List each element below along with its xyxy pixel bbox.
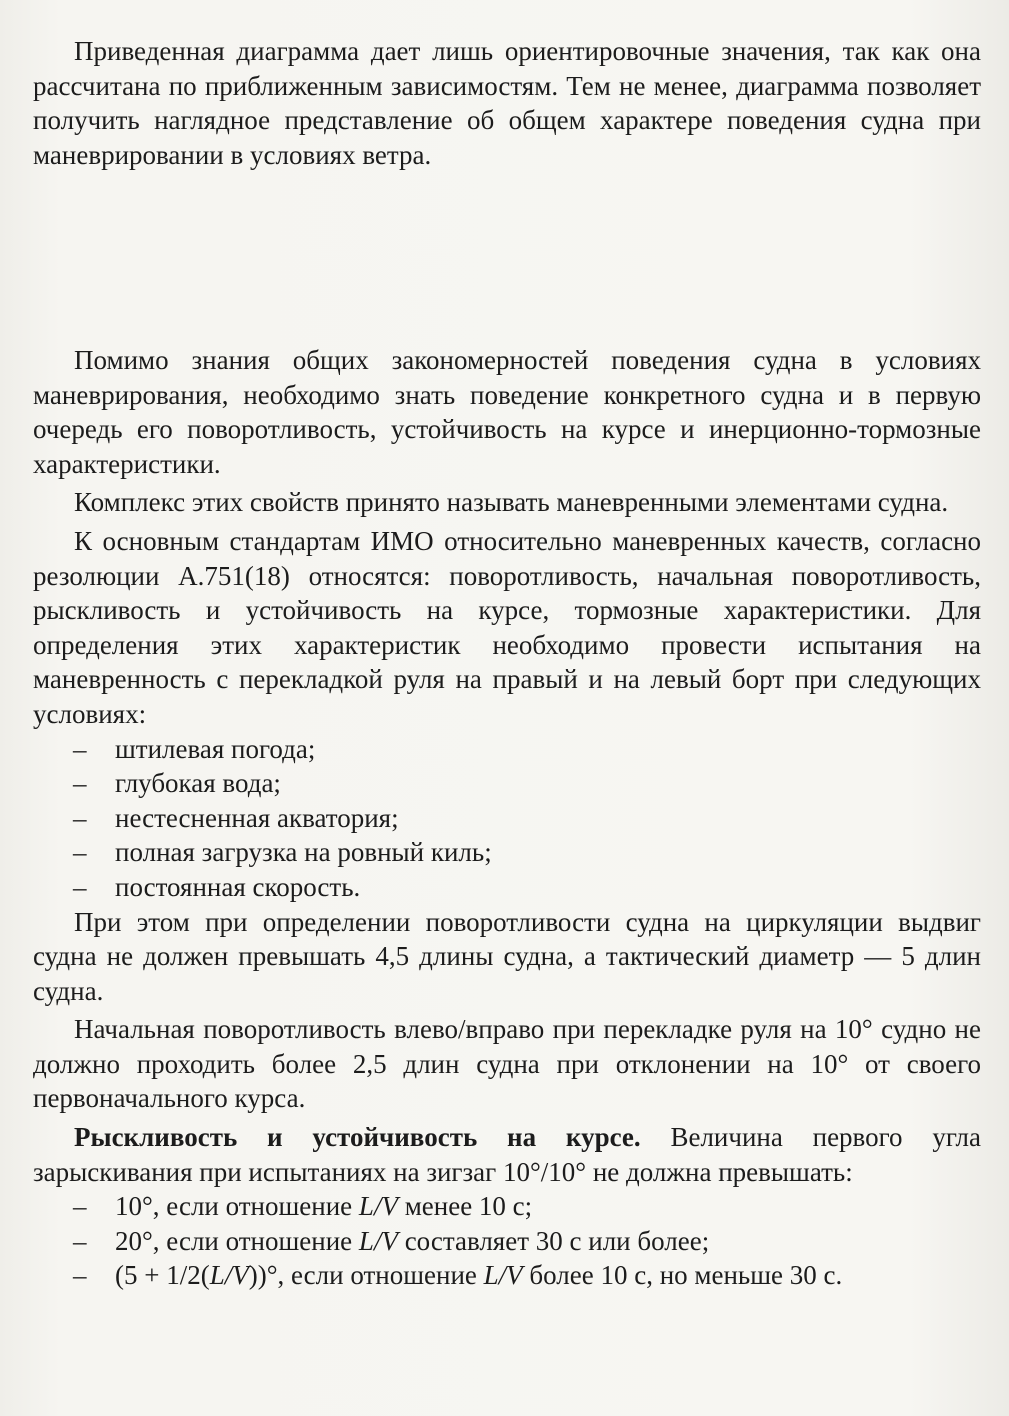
conditions-list (33, 732, 981, 905)
dash-marker: – (73, 871, 87, 902)
dash-marker: – (73, 768, 87, 799)
list-item-text: нестесненная акватория; (115, 802, 399, 833)
paragraph-yaw-stability (33, 1120, 981, 1189)
top-text-block (33, 34, 981, 172)
limits-list (33, 1189, 981, 1293)
limit-text: менее 10 с; (397, 1191, 533, 1222)
dash-marker: – (73, 802, 87, 833)
paragraph-initial-turning: Начальная поворотливость влево/вправо при перекладке руля на 10° судно не должно проходить более 2,5 длин судна при отклонении на 10° от своего первоначального курса. (33, 1014, 981, 1114)
list-item (33, 732, 981, 767)
list-item-text: глубокая вода; (115, 768, 281, 799)
paragraph-imo-standards: К основным стандартам ИМО относительно маневренных качеств, согласно резолюции А.751(18) относятся: поворотливость, начальная поворотливость, рыскливость и устойчивость на курсе, тормозные характеристики. Для определения этих характеристик необходимо провести испытания на маневренность с перекладкой руля на правый и на левый борт при следующих условиях: (33, 525, 981, 729)
limit-text: составляет 30 с или более; (397, 1225, 710, 1256)
dash-marker: – (73, 837, 87, 868)
paragraph-diagram-note: Приведенная диаграмма дает лишь ориентировочные значения, так как она рассчитана по приближенным зависимостям. Тем не менее, диаграмма позволяет получить наглядное представление об общем характере поведения судна при маневрировании в условиях ветра. (33, 36, 981, 170)
dash-marker: – (73, 1225, 87, 1256)
list-item (33, 1189, 981, 1224)
section-heading: Рыскливость и устойчивость на курсе. (74, 1122, 641, 1153)
paragraph-circulation: При этом при определении поворотливости судна на циркуляции выдвиг судна не должен превышать 4,5 длины судна, а тактический диаметр — 5 длин судна. (33, 906, 981, 1006)
limit-text: (5 + 1/2( (115, 1260, 210, 1291)
dash-marker: – (73, 1191, 87, 1222)
limit-text: ))°, если отношение (248, 1260, 484, 1291)
list-item-text: штилевая погода; (115, 733, 316, 764)
list-item (33, 870, 981, 905)
ratio-symbol: L/V (483, 1260, 523, 1291)
limit-text: 10°, если отношение (115, 1191, 359, 1222)
ratio-symbol: L/V (358, 1225, 398, 1256)
list-item (33, 835, 981, 870)
dash-marker: – (73, 1260, 87, 1291)
limit-text: 20°, если отношение (115, 1225, 359, 1256)
dash-marker: – (73, 733, 87, 764)
list-item (33, 801, 981, 836)
section-text: Величина первого угла зарыскивания при испытаниях на зигзаг 10°/10° не должна превышать: (33, 1122, 981, 1187)
list-item (33, 1224, 981, 1259)
list-item (33, 1258, 981, 1293)
list-item-text: полная загрузка на ровный киль; (115, 837, 492, 868)
ratio-symbol: L/V (209, 1260, 249, 1291)
limit-text: более 10 с, но меньше 30 с. (522, 1260, 843, 1291)
main-text-block (33, 343, 981, 1293)
ratio-symbol: L/V (358, 1191, 398, 1222)
paragraph-maneuvering-knowledge: Помимо знания общих закономерностей поведения судна в условиях маневрирования, необходимо знать поведение конкретного судна и в первую очередь его поворотливость, устойчивость на курсе и инерционно-тормозные характеристики. (33, 345, 981, 479)
list-item (33, 766, 981, 801)
paragraph-maneuvering-elements: Комплекс этих свойств принято называть маневренными элементами судна. (74, 487, 949, 518)
list-item-text: постоянная скорость. (115, 871, 361, 902)
